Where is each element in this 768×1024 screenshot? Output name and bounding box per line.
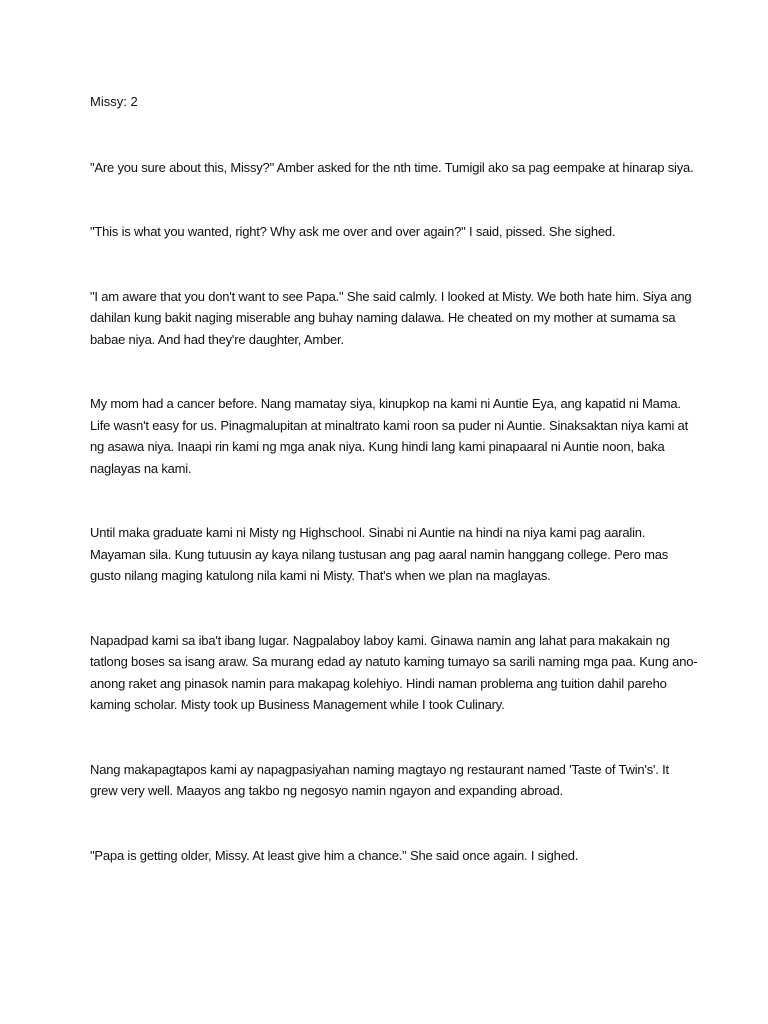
paragraph: "I am aware that you don't want to see Papa." She said calmly. I looked at Misty. We both hate him. Siya ang dahilan kung bakit naging miserable ang buhay naming dalawa. He cheated on my mother at sumama sa babae niya. And had they're daughter, Amber.: [90, 288, 692, 347]
paragraph: "This is what you wanted, right? Why ask me over and over again?" I said, pissed. She sighed.: [90, 224, 616, 239]
document-title: Missy: 2: [90, 94, 138, 109]
paragraph: My mom had a cancer before. Nang mamatay siya, kinupkop na kami ni Auntie Eya, ang kapatid ni Mama. Life wasn't easy for us. Pinagmalupitan at minaltrato kami roon sa puder ni Auntie. Sinaksaktan niya kami at ng asawa niya. Inaapi rin kami ng mga anak niya. Kung hindi lang kami pinapaaral ni Auntie noon, baka naglayas na kami.: [90, 396, 688, 476]
paragraph: Until maka graduate kami ni Misty ng Highschool. Sinabi ni Auntie na hindi na niya kami pag aaralin. Mayaman sila. Kung tutuusin ay kaya nilang tustusan ang pag aaral namin hanggang college. Pero mas gusto nilang maging katulong nila kami ni Misty. That's when we plan na maglayas.: [90, 525, 669, 583]
paragraph: "Papa is getting older, Missy. At least give him a chance." She said once again. I sighed.: [90, 847, 579, 863]
paragraph: Nang makapagtapos kami ay napagpasiyahan naming magtayo ng restaurant named 'Taste of Twin's'. It grew very well. Maayos ang takbo ng negosyo namin ngayon and expanding abroad.: [90, 761, 669, 798]
paragraph: Napadpad kami sa iba't ibang lugar. Nagpalaboy laboy kami. Ginawa namin ang lahat para makakain ng tatlong boses sa isang araw. Sa murang edad ay natuto kaming tumayo sa sarili naming mga paa. Kung ano-anong raket ang pinasok namin para makapag kolehiyo. Hindi naman problema ang tuition dahil pareho kaming scholar. Misty took up Business Management while I took Culinary.: [90, 632, 698, 712]
paragraph: "Are you sure about this, Missy?" Amber asked for the nth time. Tumigil ako sa pag eempake at hinarap siya.: [90, 159, 694, 175]
